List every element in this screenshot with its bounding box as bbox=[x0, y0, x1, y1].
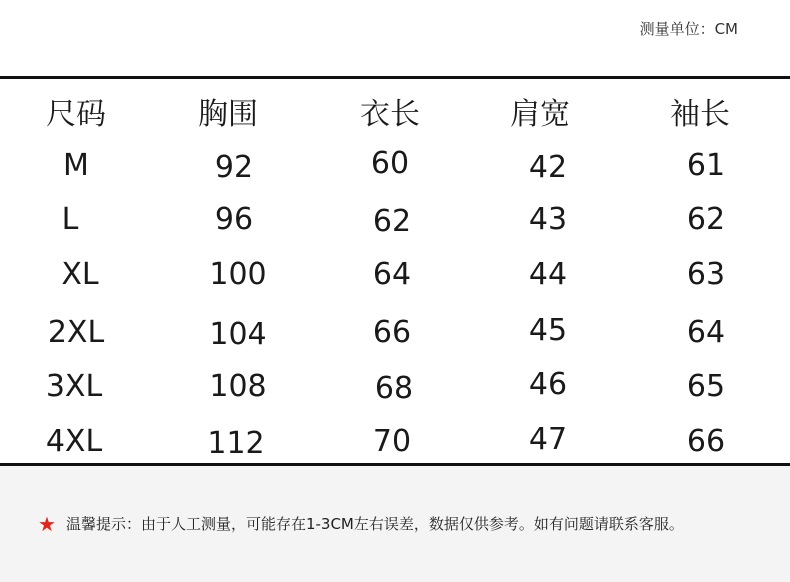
table-cell-shoulder: 43 bbox=[528, 202, 568, 237]
header-length: 衣长 bbox=[360, 97, 420, 132]
table-cell-chest: 108 bbox=[209, 369, 267, 404]
table-cell-length: 64 bbox=[372, 257, 412, 292]
measurement-note bbox=[38, 513, 684, 534]
table-cell-shoulder: 45 bbox=[528, 313, 568, 348]
table-cell-chest: 112 bbox=[207, 426, 265, 461]
table-cell-shoulder: 42 bbox=[528, 150, 568, 185]
star-icon: ★ bbox=[38, 511, 56, 536]
table-cell-shoulder: 46 bbox=[528, 367, 568, 402]
header-shoulder: 肩宽 bbox=[510, 97, 570, 132]
header-chest: 胸围 bbox=[198, 97, 258, 132]
table-cell-sleeve: 63 bbox=[686, 257, 726, 292]
table-cell-size: 4XL bbox=[45, 424, 103, 459]
table-cell-size: M bbox=[63, 148, 89, 183]
table-cell-length: 70 bbox=[372, 424, 412, 459]
header-sleeve: 袖长 bbox=[670, 97, 730, 132]
table-cell-size: 2XL bbox=[47, 315, 105, 350]
note-text: 温馨提示：由于人工测量，可能存在1-3CM左右误差，数据仅供参考。如有问题请联系客服。 bbox=[65, 515, 684, 533]
measurement-unit: 测量单位：CM bbox=[639, 20, 738, 38]
table-cell-chest: 96 bbox=[214, 202, 254, 237]
table-cell-sleeve: 66 bbox=[686, 424, 726, 459]
table-cell-sleeve: 62 bbox=[686, 202, 726, 237]
table-cell-chest: 92 bbox=[214, 150, 254, 185]
table-cell-shoulder: 47 bbox=[528, 422, 568, 457]
table-cell-shoulder: 44 bbox=[528, 257, 568, 292]
table-cell-chest: 100 bbox=[209, 257, 267, 292]
table-cell-size: L bbox=[61, 202, 79, 237]
table-cell-size: XL bbox=[61, 257, 99, 292]
table-cell-sleeve: 65 bbox=[686, 369, 726, 404]
table-cell-chest: 104 bbox=[209, 317, 267, 352]
header-size: 尺码 bbox=[46, 97, 106, 132]
table-cell-size: 3XL bbox=[45, 369, 103, 404]
table-cell-sleeve: 64 bbox=[686, 315, 726, 350]
table-top-rule bbox=[0, 76, 790, 79]
table-cell-sleeve: 61 bbox=[686, 148, 726, 183]
table-cell-length: 62 bbox=[372, 204, 412, 239]
table-cell-length: 60 bbox=[370, 146, 410, 181]
table-cell-length: 66 bbox=[372, 315, 412, 350]
table-cell-length: 68 bbox=[374, 371, 414, 406]
